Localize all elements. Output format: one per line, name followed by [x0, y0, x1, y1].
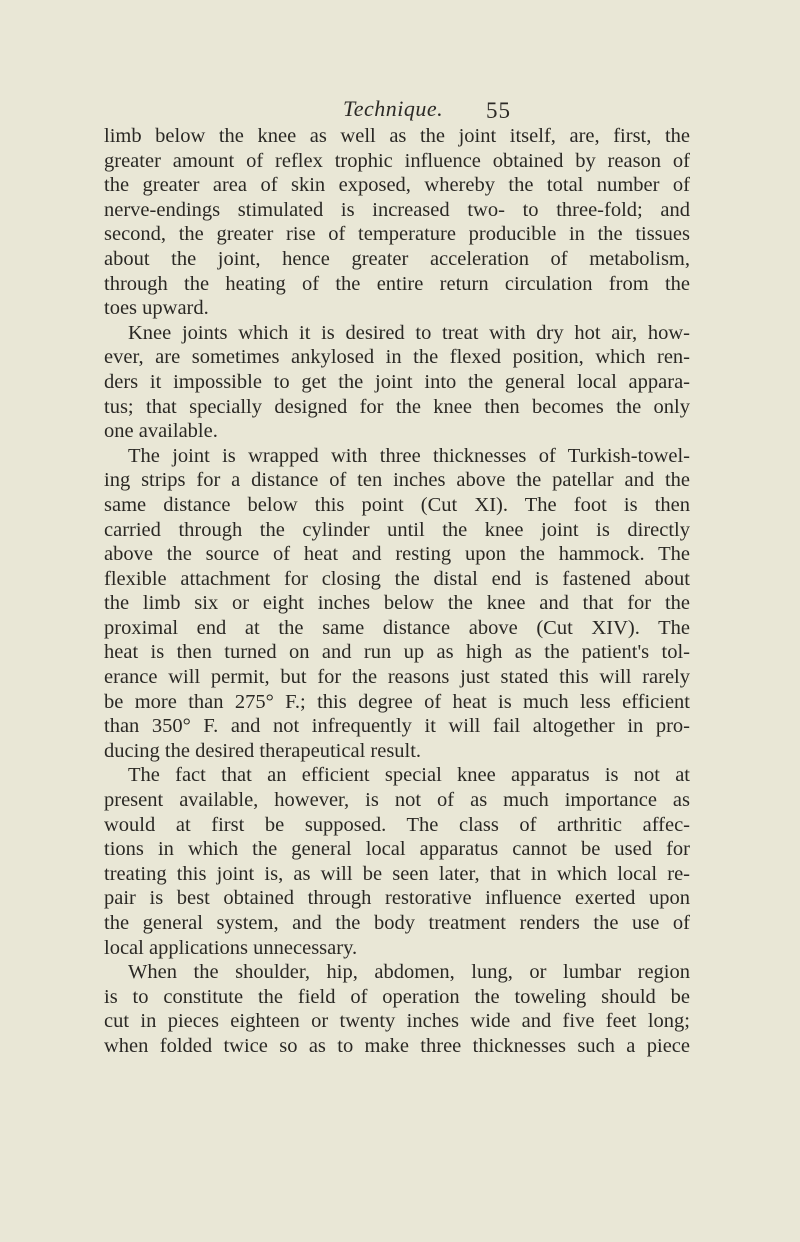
text-line: the limb six or eight inches below the knee and that for the [104, 592, 690, 615]
page-number: 55 [486, 98, 511, 123]
body-text [104, 124, 690, 1059]
text-line: toes upward. [104, 297, 209, 320]
text-line: ing strips for a distance of ten inches above the patellar and the [104, 469, 690, 492]
text-line: second, the greater rise of temperature producible in the tissues [104, 223, 690, 246]
text-line: heat is then turned on and run up as high as the patient's tol- [104, 641, 690, 664]
text-line: greater amount of reflex trophic influence obtained by reason of [104, 149, 690, 172]
text-line: through the heating of the entire return circulation from the [104, 272, 690, 295]
text-line: When the shoulder, hip, abdomen, lung, or lumbar region [128, 961, 690, 984]
text-line: nerve-endings stimulated is increased two- to three-fold; and [104, 198, 690, 221]
text-line: is to constitute the field of operation the toweling should be [104, 985, 690, 1008]
text-line: carried through the cylinder until the knee joint is directly [104, 518, 690, 541]
text-line: above the source of heat and resting upon the hammock. The [104, 543, 690, 566]
text-line: ders it impossible to get the joint into the general local appara- [104, 370, 690, 393]
text-line: would at first be supposed. The class of arthritic affec- [104, 813, 690, 836]
text-line: than 350° F. and not infrequently it will fail altogether in pro- [104, 715, 690, 738]
text-line: The joint is wrapped with three thicknesses of Turkish-towel- [128, 444, 690, 467]
text-line: pair is best obtained through restorative influence exerted upon [104, 887, 690, 910]
text-line: the greater area of skin exposed, whereby the total number of [104, 174, 690, 197]
text-line: treating this joint is, as will be seen later, that in which local re- [104, 862, 690, 885]
text-line: tions in which the general local apparatus cannot be used for [104, 838, 690, 861]
text-line: ducing the desired therapeutical result. [104, 739, 422, 762]
text-line: flexible attachment for closing the distal end is fastened about [104, 567, 690, 590]
text-line: Knee joints which it is desired to treat with dry hot air, how- [128, 321, 690, 344]
text-line: limb below the knee as well as the joint itself, are, first, the [104, 125, 690, 147]
text-line: the general system, and the body treatment renders the use of [104, 912, 690, 934]
text-line: local applications unnecessary. [104, 936, 358, 959]
text-line: proximal end at the same distance above (Cut XIV). The [104, 616, 690, 639]
text-line: ever, are sometimes ankylosed in the flexed position, which ren- [104, 346, 690, 369]
text-line: tus; that specially designed for the knee then becomes the only [104, 395, 690, 418]
text-line: cut in pieces eighteen or twenty inches wide and five feet long; [104, 1010, 690, 1033]
running-title: Technique. [343, 96, 444, 121]
text-line: same distance below this point (Cut XI). The foot is then [104, 493, 690, 516]
text-line: about the joint, hence greater acceleration of metabolism, [104, 247, 690, 270]
text-line: The fact that an efficient special knee apparatus is not at [128, 764, 690, 787]
text-line: one available. [104, 420, 218, 443]
text-line: when folded twice so as to make three thicknesses such a piece [104, 1034, 690, 1057]
text-line: erance will permit, but for the reasons just stated this will rarely [104, 666, 690, 689]
text-line: be more than 275° F.; this degree of heat is much less efficient [104, 690, 690, 713]
text-line: present available, however, is not of as much importance as [104, 789, 690, 812]
